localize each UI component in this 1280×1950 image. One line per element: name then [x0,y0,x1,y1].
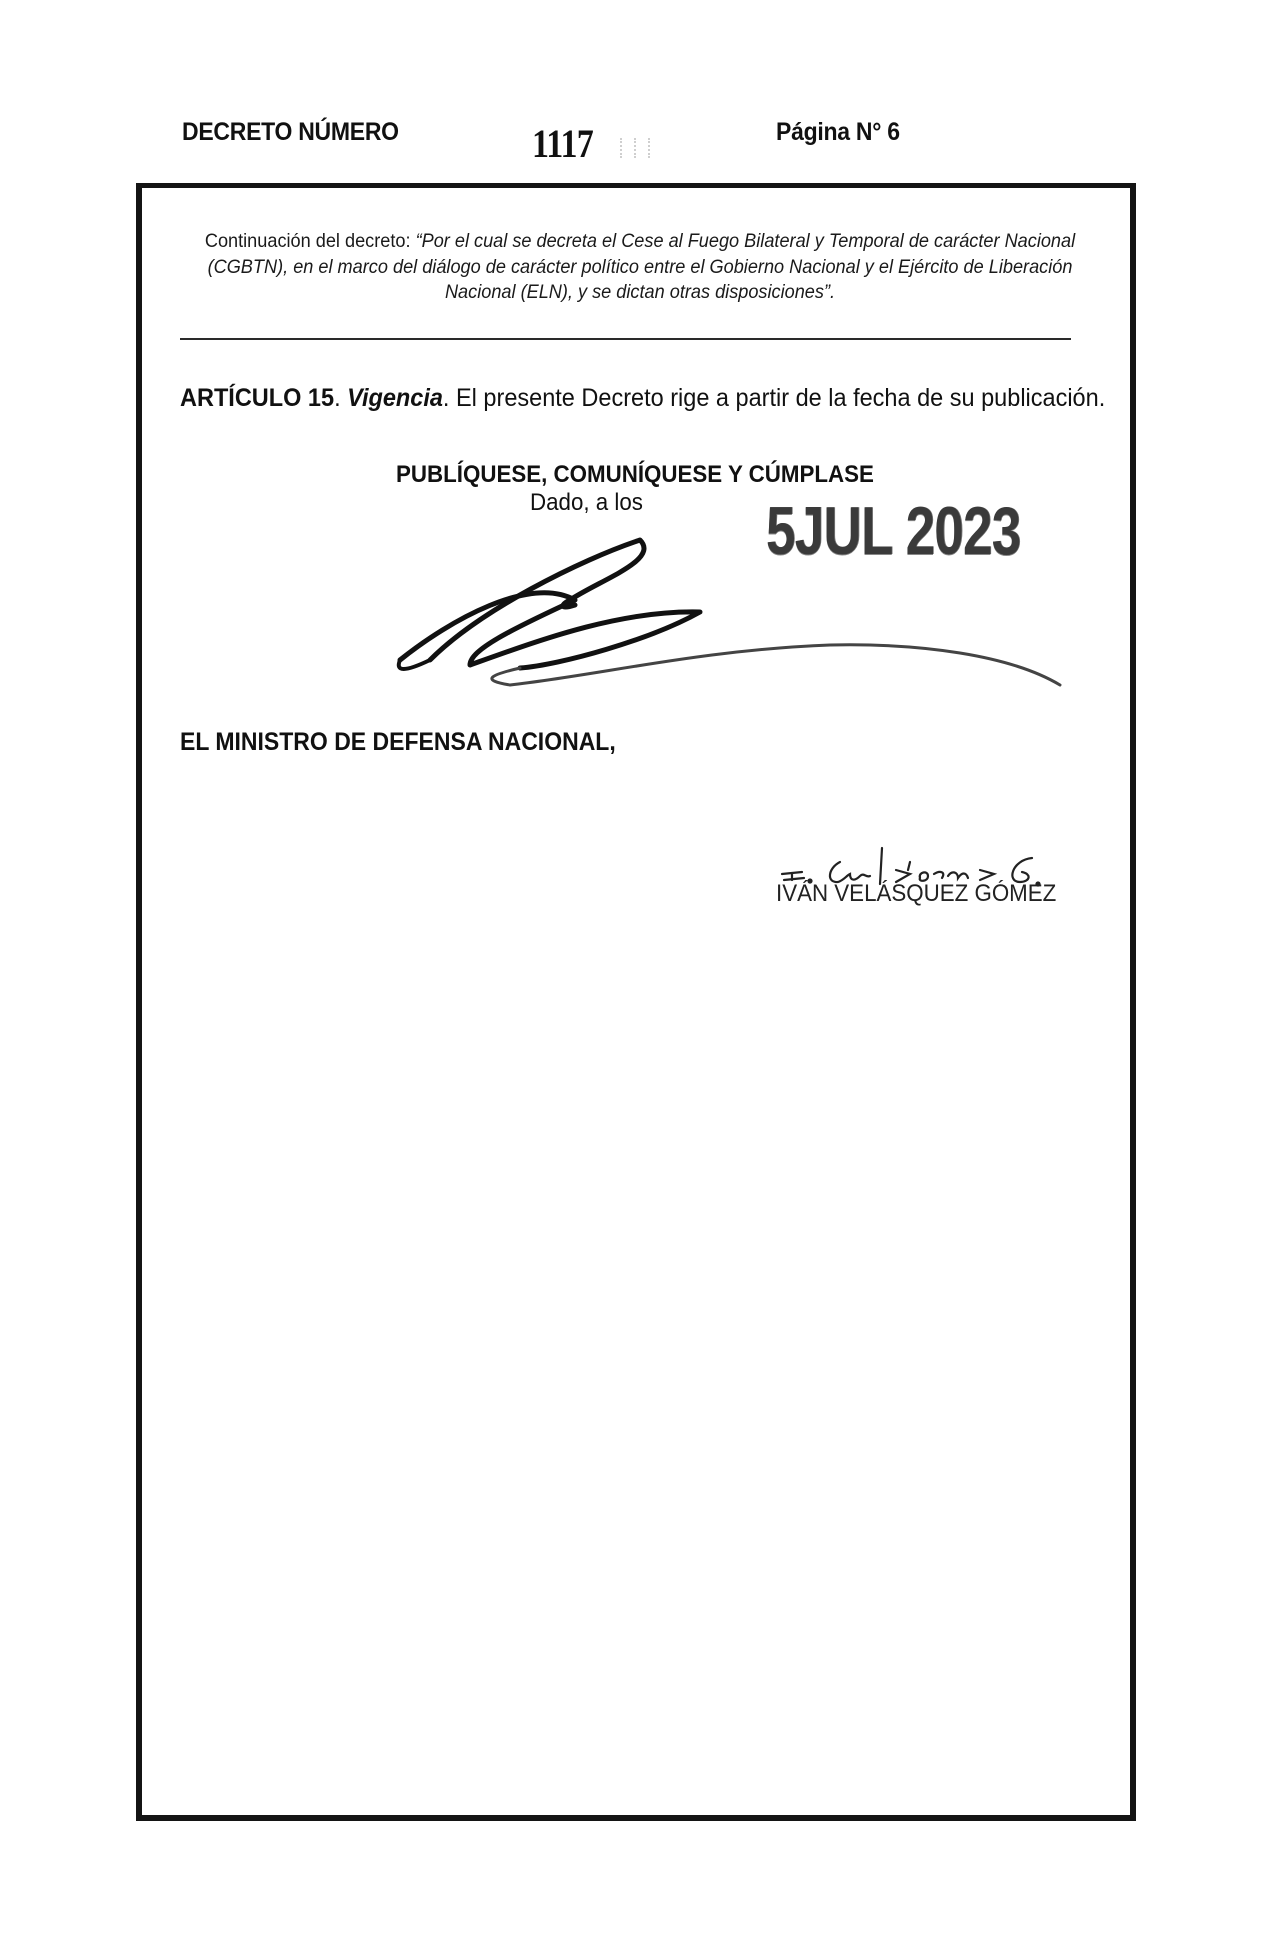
continuation-decree-title: “Por el cual se decreta el Cese al Fuego Bilateral y Temporal de carácter Nacional (CGBTN), en el marco del diálogo de carácter político entre el Gobierno Nacional y el Ejército de Liberación Nacional (ELN), y se dictan otras disposiciones”. [207,230,1076,303]
article-body: . El presente Decreto rige a partir de la fecha de su publicación. [442,384,1106,412]
closing-formula: PUBLÍQUESE, COMUNÍQUESE Y CÚMPLASE [396,461,874,488]
minister-title: EL MINISTRO DE DEFENSA NACIONAL, [180,728,616,756]
president-signature-icon [0,0,1280,800]
article-number: ARTÍCULO 15 [180,384,335,412]
minister-name: IVÁN VELÁSQUEZ GÓMEZ [776,880,1057,907]
continuation-prefix: Continuación del decreto: [204,230,416,252]
page-number: Página N° 6 [776,118,900,146]
date-stamp: 5JUL 2023 [766,493,1021,569]
article-15: ARTÍCULO 15. Vigencia. El presente Decreto rige a partir de la fecha de su publicación. [180,384,1106,412]
article-title: Vigencia [347,384,443,412]
given-date-label: Dado, a los [530,489,643,516]
decree-number: 1117 [532,121,593,166]
decree-number-label: DECRETO NÚMERO [182,118,399,146]
